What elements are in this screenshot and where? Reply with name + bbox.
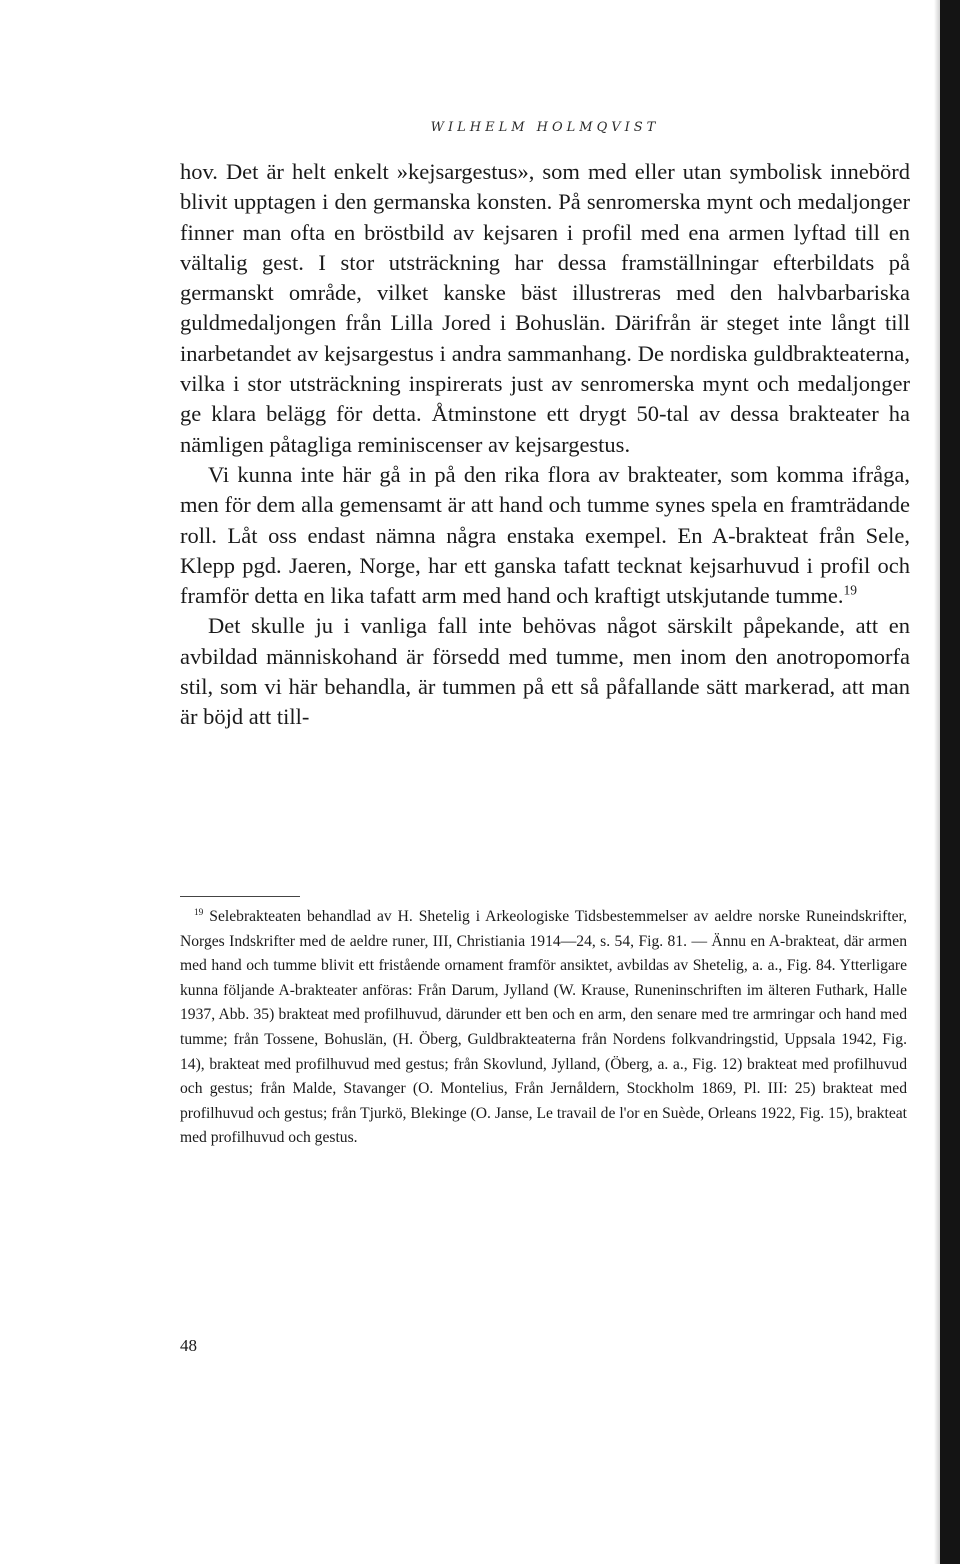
footnote-text: Selebrakteaten behandlad av H. Shetelig i Arkeologiske Tidsbestemmelser av aeldre norske Runeindskrifter, Norges Indskrifter med de aeldre runer, III, Christiania 1914—24, s. 54, Fig. 81. — Ännu en A-brakteat, där armen med hand och tumme blivit ett fristående ornament framför ansiktet, avbildas av Shetelig, a. a., Fig. 84. Ytterligare kunna följande A-brakteater anföras: Från Darum, Jylland (W. Krause, Runeninschriften im älteren Futhark, Halle 1937, Abb. 35) brakteat med profilhuvud, därunder ett ben och en arm, den senare med tre armringar och hand med tumme; från Tossene, Bohuslän, (H. Öberg, Guldbrakteaterna från Nordens folkvandringstid, Uppsala 1942, Fig. 14), brakteat med profilhuvud med gestus; från Skovlund, Jylland, (Öberg, a. a., Fig. 12) brakteat med profilhuvud och gestus; från Malde, Stavanger (O. Montelius, Från Jernåldern, Stockholm 1869, Pl. III: 25) brakteat med profilhuvud och gestus; från Tjurkö, Blekinge (O. Janse, Le travail de l'or en Suède, Orleans 1922, Fig. 15), brakteat med profilhuvud och gestus. — [180, 908, 907, 1147]
footnote-number: 19 — [194, 907, 204, 918]
paragraph — [180, 460, 910, 611]
running-head: WILHELM HOLMQVIST — [430, 120, 660, 135]
body-text — [180, 157, 910, 733]
footnote-reference: 19 — [843, 582, 858, 598]
paragraph-text: Vi kunna inte här gå in på den rika flora av brakteater, som komma ifråga, men för dem alla gemensamt är att hand och tumme synes spela en framträdande roll. Låt oss endast nämna några enstaka exempel. En A-brakteat från Sele, Klepp pgd. Jaeren, Norge, har ett ganska tafatt tecknat kejsarhuvud i profil och framför detta en lika tafatt arm med hand och kraftigt utskjutande tumme. — [180, 461, 910, 609]
paragraph: Det skulle ju i vanliga fall inte behövas något särskilt påpekande, att en avbildad människohand är försedd med tumme, men inom den anotropomorfa stil, som vi här behandla, är tummen på ett så påfallande sätt markerad, att man är böjd att till- — [180, 613, 910, 730]
footnote — [180, 905, 907, 1151]
footnote-divider — [180, 896, 300, 897]
page-number: 48 — [180, 1336, 197, 1355]
paragraph: hov. Det är helt enkelt »kejsargestus», som med eller utan symbolisk innebörd blivit upptagen i den germanska konsten. På senromerska mynt och medaljonger finner man ofta en bröstbild av kejsaren i profil med ena armen lyftad till en vältalig gest. I stor utsträckning har dessa framställningar efterbildats på germanskt område, vilket kanske bäst illustreras med den halvbarbariska guldmedaljongen från Lilla Jored i Bohuslän. Därifrån är steget inte långt till inarbetandet av kejsargestus i andra sammanhang. De nordiska guldbrakteaterna, vilka i stor utsträckning inspirerats just av senromerska mynt och medaljonger ge klara belägg för detta. Åtminstone ett drygt 50-tal av dessa brakteater ha nämligen påtagliga reminiscenser av kejsargestus. — [180, 159, 910, 457]
scan-border — [940, 0, 960, 1564]
